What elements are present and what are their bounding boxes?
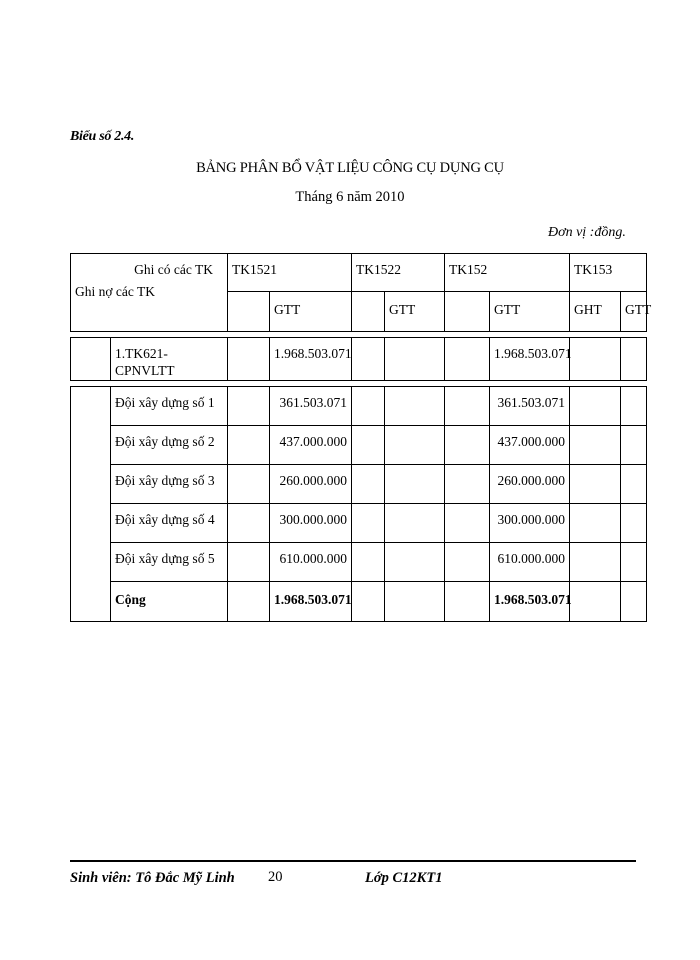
table-row (71, 503, 647, 542)
empty-cell (385, 338, 445, 381)
subheader-tk153-ght: GHT (570, 292, 621, 332)
tk1521-gtt-value: 437.000.000 (270, 425, 352, 464)
row-label: 1.TK621-CPNVLTT (111, 338, 228, 381)
empty-cell (621, 542, 647, 581)
subheader-empty (352, 292, 385, 332)
empty-cell (352, 581, 385, 621)
footer-divider (70, 860, 636, 862)
empty-cell (445, 503, 490, 542)
empty-cell (352, 542, 385, 581)
empty-cell (570, 425, 621, 464)
tk152-gtt-value: 610.000.000 (490, 542, 570, 581)
tk152-gtt-value: 260.000.000 (490, 464, 570, 503)
empty-cell (445, 425, 490, 464)
empty-cell (228, 338, 270, 381)
allocation-table (70, 253, 652, 622)
row-label: Đội xây dựng số 4 (111, 503, 228, 542)
row-label: Đội xây dựng số 1 (111, 386, 228, 425)
table-row (71, 425, 647, 464)
empty-cell (228, 425, 270, 464)
header-tk153: TK153 (570, 254, 647, 292)
empty-cell (570, 542, 621, 581)
empty-cell (621, 425, 647, 464)
row-label: Đội xây dựng số 5 (111, 542, 228, 581)
subheader-empty (228, 292, 270, 332)
empty-cell (445, 581, 490, 621)
empty-cell (385, 503, 445, 542)
corner-debit-text: Ghi nợ các TK (75, 283, 155, 299)
empty-cell (228, 542, 270, 581)
document-subtitle: Tháng 6 năm 2010 (295, 189, 405, 205)
empty-cell (385, 425, 445, 464)
empty-cell (621, 386, 647, 425)
subheader-tk152-gtt: GTT (490, 292, 570, 332)
document-title: BẢNG PHÂN BỔ VẬT LIỆU CÔNG CỤ DỤNG CỤ (196, 160, 504, 176)
subheader-empty (445, 292, 490, 332)
empty-cell (352, 425, 385, 464)
tk1521-gtt-value: 1.968.503.071 (270, 338, 352, 381)
tk152-gtt-value: 1.968.503.071 (490, 338, 570, 381)
tk1521-gtt-value: 361.503.071 (270, 386, 352, 425)
empty-cell (621, 581, 647, 621)
empty-cell (352, 338, 385, 381)
table-row (71, 464, 647, 503)
empty-cell (621, 464, 647, 503)
header-tk1522: TK1522 (352, 254, 445, 292)
footer-student: Sinh viên: Tô Đắc Mỹ Linh (70, 870, 235, 886)
empty-cell (352, 386, 385, 425)
row-indent-cell (71, 386, 111, 621)
empty-cell (385, 581, 445, 621)
tk152-gtt-value: 361.503.071 (490, 386, 570, 425)
header-row-accounts (71, 254, 647, 292)
tk1521-gtt-value: 610.000.000 (270, 542, 352, 581)
empty-cell (570, 386, 621, 425)
empty-cell (621, 338, 647, 381)
empty-cell (385, 542, 445, 581)
header-tk1521: TK1521 (228, 254, 352, 292)
total-row (71, 581, 647, 621)
header-row-sub (71, 292, 647, 332)
table-row (71, 338, 647, 381)
row-label: Đội xây dựng số 2 (111, 425, 228, 464)
row-label: Đội xây dựng số 3 (111, 464, 228, 503)
unit-note: Đơn vị :đồng. (548, 225, 626, 240)
empty-cell (570, 464, 621, 503)
footer-page-number: 20 (268, 869, 283, 885)
empty-cell (352, 503, 385, 542)
empty-cell (228, 464, 270, 503)
empty-cell (385, 386, 445, 425)
table-row (71, 542, 647, 581)
total-label: Cộng (111, 581, 228, 621)
tk1521-gtt-value: 300.000.000 (270, 503, 352, 542)
tk1521-gtt-value: 260.000.000 (270, 464, 352, 503)
corner-debit-label (71, 283, 228, 332)
row-indent-cell (71, 338, 111, 381)
total-tk1521-gtt: 1.968.503.071 (270, 581, 352, 621)
empty-cell (445, 338, 490, 381)
empty-cell (228, 503, 270, 542)
subheader-tk1521-gtt: GTT (270, 292, 352, 332)
empty-cell (445, 386, 490, 425)
table-row (71, 386, 647, 425)
empty-cell (228, 581, 270, 621)
empty-cell (385, 464, 445, 503)
footer-class: Lớp C12KT1 (365, 870, 443, 886)
subheader-tk1522-gtt: GTT (385, 292, 445, 332)
empty-cell (228, 386, 270, 425)
corner-credit-label: Ghi có các TK (71, 254, 228, 292)
tk152-gtt-value: 300.000.000 (490, 503, 570, 542)
empty-cell (445, 464, 490, 503)
header-tk152: TK152 (445, 254, 570, 292)
empty-cell (570, 503, 621, 542)
empty-cell (621, 503, 647, 542)
empty-cell (570, 338, 621, 381)
subheader-tk153-gtt: GTT (621, 292, 647, 332)
document-label: Biểu số 2.4. (70, 129, 135, 144)
empty-cell (445, 542, 490, 581)
total-tk152-gtt: 1.968.503.071 (490, 581, 570, 621)
empty-cell (570, 581, 621, 621)
empty-cell (352, 464, 385, 503)
tk152-gtt-value: 437.000.000 (490, 425, 570, 464)
